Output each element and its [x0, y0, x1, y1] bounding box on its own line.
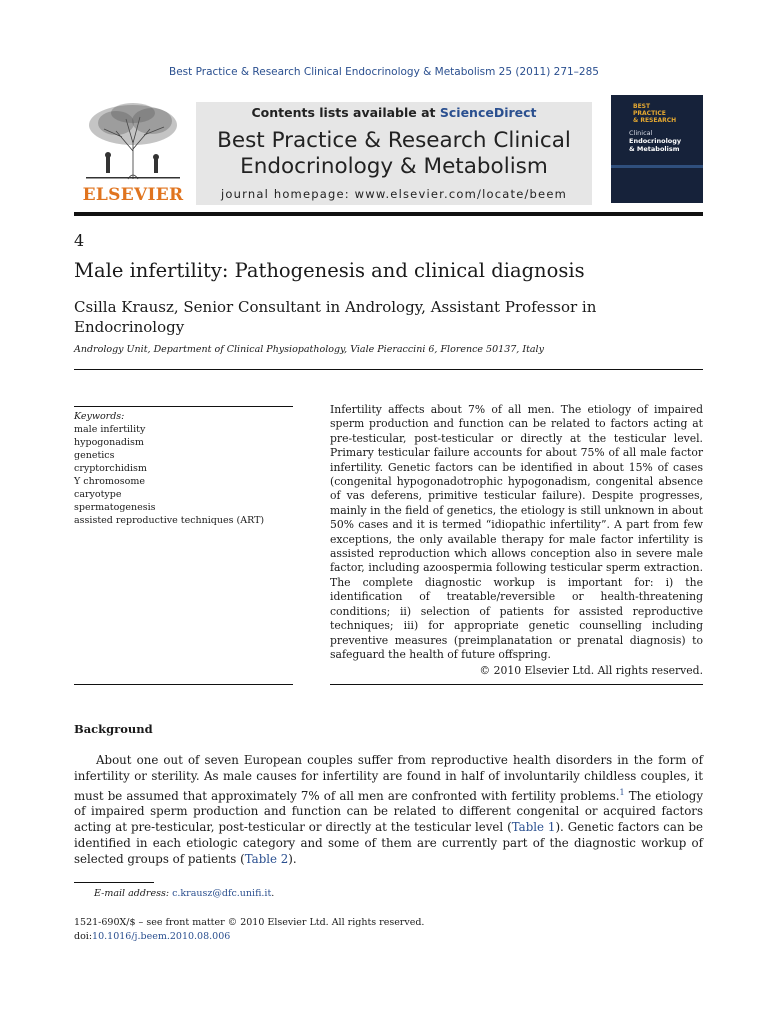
journal-title-line-2: Endocrinology & Metabolism: [240, 154, 548, 179]
keywords-heading: Keywords:: [74, 411, 125, 422]
journal-title-line-1: Best Practice & Research Clinical: [217, 128, 571, 153]
keyword-item: genetics: [74, 450, 115, 461]
section-heading-background: Background: [74, 722, 153, 736]
abstract-copyright: © 2010 Elsevier Ltd. All rights reserved.: [479, 664, 703, 677]
cover-series-text: BEST PRACTICE & RESEARCH: [633, 103, 677, 124]
citation-ref-1[interactable]: 1: [619, 787, 625, 797]
table-2-link[interactable]: Table 2: [244, 851, 289, 866]
journal-title: [196, 128, 592, 180]
author-email-link[interactable]: c.krausz@dfc.unifi.it: [172, 888, 272, 899]
keyword-item: cryptorchidism: [74, 463, 147, 474]
keywords-box: [74, 410, 293, 527]
abstract-bottom-rule: [330, 684, 703, 685]
contents-prefix: Contents lists available at: [251, 105, 440, 120]
elsevier-logo[interactable]: [74, 95, 192, 207]
journal-masthead: [74, 95, 703, 207]
elsevier-logo-text: ELSEVIER: [82, 185, 184, 205]
journal-citation[interactable]: Best Practice & Research Clinical Endocrinology & Metabolism 25 (2011) 271–285: [169, 66, 599, 78]
keyword-item: male infertility: [74, 424, 146, 435]
author-line: Csilla Krausz, Senior Consultant in Andrology, Assistant Professor in Endocrinology: [74, 298, 597, 336]
abstract-text: Infertility affects about 7% of all men. The etiology of impaired sperm production and function can be related to factors acting at pre-testicular, post-testicular or directly at the testicular level. Primary testicular failure accounts for about 75% of all male factor infertility. Genetic factors can be identified in about 15% of cases (congenital hypogonadotrophic hypogonadism, congenital absence of vas deferens, primitive testicular failure). Despite progresses, mainly in the field of genetics, the etiology is still unknown in about 50% cases and it is termed “idiopathic infertility”. A part from few exceptions, the only available therapy for male factor infertility is assisted reproduction which allows conception also in severe male factor, including azoospermia following testicular sperm extraction. The complete diagnostic workup is important for: i) the identification of treatable/reversible or health-threatening conditions; ii) selection of patients for assisted reproductive techniques; iii) for appropriate genetic counselling including preventive measures (preimplanatation or prenatal diagnosis) to safeguard the health of future offspring.: [330, 403, 703, 661]
cover-journal-name: Clinical Endocrinology & Metabolism: [629, 129, 682, 153]
journal-banner: [196, 102, 592, 205]
article-title: Male infertility: Pathogenesis and clinical diagnosis: [74, 259, 585, 282]
journal-homepage[interactable]: journal homepage: www.elsevier.com/locate/beem: [221, 187, 567, 201]
footnote-rule: [74, 882, 154, 883]
cover-band: [611, 165, 703, 168]
journal-cover-thumbnail[interactable]: [611, 95, 703, 203]
sciencedirect-link[interactable]: ScienceDirect: [439, 105, 537, 120]
keywords-top-rule: [74, 406, 293, 407]
masthead-divider: [74, 212, 703, 216]
doi-link[interactable]: 10.1016/j.beem.2010.08.006: [92, 931, 231, 942]
header-divider: [74, 369, 703, 370]
keyword-item: spermatogenesis: [74, 502, 156, 513]
table-1-link[interactable]: Table 1: [511, 820, 556, 835]
keyword-item: hypogonadism: [74, 437, 144, 448]
author-affiliation: Andrology Unit, Department of Clinical Physiopathology, Viale Pieraccini 6, Florence 50137, Italy: [74, 344, 544, 355]
contents-available-line: [196, 105, 592, 120]
keywords-bottom-rule: [74, 684, 293, 685]
keyword-item: caryotype: [74, 489, 122, 500]
keyword-item: Y chromosome: [74, 476, 145, 487]
doi-line: [74, 931, 230, 942]
chapter-number: 4: [74, 231, 85, 250]
author-email-footnote: E-mail address: c.krausz@dfc.unifi.it.: [94, 888, 275, 899]
elsevier-tree-icon: [76, 101, 190, 181]
email-label: E-mail address:: [94, 888, 173, 899]
background-paragraph: About one out of seven European couples suffer from reproductive health disorders in the form of infertility or sterility. As male causes for infertility are found in half of involuntarily childless couples, it must be assumed that approximately 7% of all men are confronted with fertility problems.$^1$ The etiology of impaired sperm production and function can be related to different congenital or acquired factors acting at pre-testicular, post-testicular or directly at the testicular level (Table 1). Genetic factors can be identified in each etiologic category and some of them are currently part of the diagnostic workup of selected groups of patients (Table 2).: [74, 753, 703, 866]
front-matter-line: 1521-690X/$ – see front matter © 2010 Elsevier Ltd. All rights reserved.: [74, 917, 425, 928]
keyword-item: assisted reproductive techniques (ART): [74, 515, 265, 526]
doi-prefix: doi:: [74, 931, 93, 942]
